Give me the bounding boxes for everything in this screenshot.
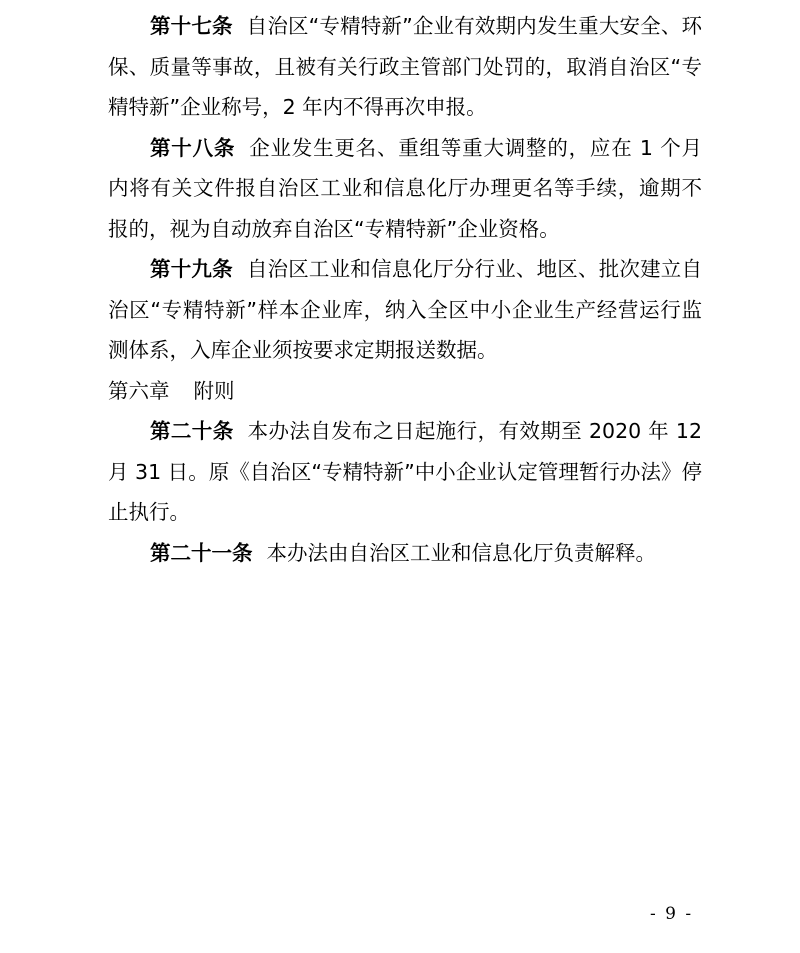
chapter-title: 附则 [193,378,235,403]
chapter-heading [108,371,702,412]
article-number: 第十七条 [150,14,233,38]
article-number: 第二十一条 [150,540,253,565]
article-number: 第二十条 [150,419,234,443]
article-text: 本办法自发布之日起施行，有效期至 2020 年 12 月 31 日。原《自治区“专精特新”中小企业认定管理暂行办法》停止执行。 [108,419,703,524]
chapter-number: 第六章 [108,378,170,403]
article-20 [108,411,702,533]
article-text: 自治区“专精特新”企业有效期内发生重大安全、环保、质量等事故，且被有关行政主管部门处罚的，取消自治区“专精特新”企业称号，2 年内不得再次申报。 [108,14,702,119]
article-number: 第十九条 [150,257,233,281]
article-number: 第十八条 [150,135,236,160]
article-18 [108,128,702,250]
article-19 [108,249,702,371]
article-21 [108,533,702,574]
article-17 [108,6,702,128]
article-text: 自治区工业和信息化厅分行业、地区、批次建立自治区“专精特新”样本企业库，纳入全区中小企业生产经营运行监测体系，入库企业须按要求定期报送数据。 [108,257,703,362]
page-number: - 9 - [650,904,694,924]
article-text: 企业发生更名、重组等重大调整的，应在 1 个月内将有关文件报自治区工业和信息化厅办理更名等手续，逾期不报的，视为自动放弃自治区“专精特新”企业资格。 [108,135,702,241]
document-body [108,6,702,573]
article-text: 本办法由自治区工业和信息化厅负责解释。 [266,540,656,565]
